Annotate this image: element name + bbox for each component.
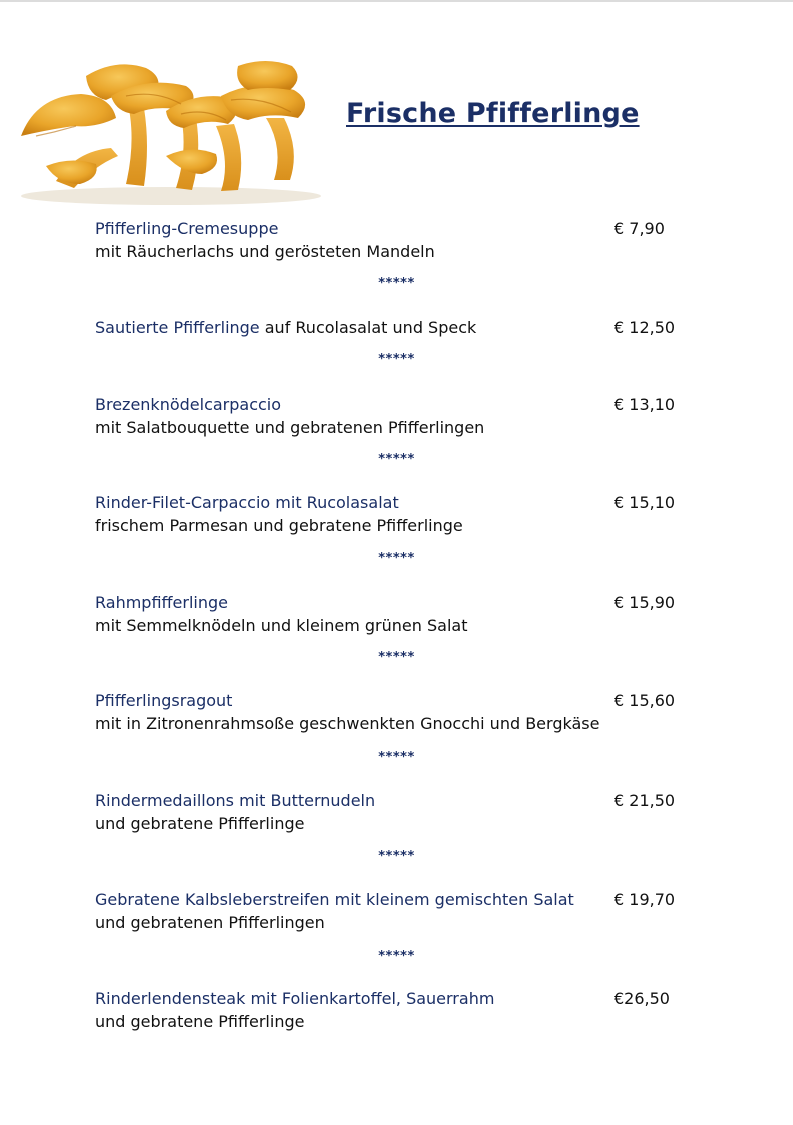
dish-description: mit Salatbouquette und gebratenen Pfifferlingen xyxy=(95,418,485,437)
dish-name-extra: auf Rucolasalat und Speck xyxy=(259,318,477,337)
dish-description: frischem Parmesan und gebratene Pfifferlinge xyxy=(95,516,463,535)
dish-name: Brezenknödelcarpaccio xyxy=(95,395,282,414)
dish-price: € 15,60 xyxy=(614,691,676,710)
dish-description: mit Semmelknödeln und kleinem grünen Salat xyxy=(95,616,468,635)
menu-item xyxy=(95,393,715,439)
dish-name: Rindermedaillons mit Butternudeln xyxy=(95,791,376,810)
dish-name: Rinder-Filet-Carpaccio mit Rucolasalat xyxy=(95,493,399,512)
dish-name: Rinderlendensteak mit Folienkartoffel, Sauerrahm xyxy=(95,989,495,1008)
dish-name: Pfifferling-Cremesuppe xyxy=(95,219,279,238)
dish-name: Sautierte Pfifferlinge xyxy=(95,318,260,337)
dish-price: € 19,70 xyxy=(614,890,676,909)
menu-item xyxy=(95,491,715,537)
menu-item xyxy=(95,316,715,339)
menu-item xyxy=(95,591,715,637)
dish-description: und gebratene Pfifferlinge xyxy=(95,814,305,833)
dish-description: mit in Zitronenrahmsoße geschwenkten Gnocchi und Bergkäse xyxy=(95,714,600,733)
dish-price: € 13,10 xyxy=(614,395,676,414)
menu-item xyxy=(95,217,715,263)
chanterelle-mushrooms-photo xyxy=(16,56,326,206)
menu-item xyxy=(95,689,715,735)
dish-price: € 15,10 xyxy=(614,493,676,512)
separator: ***** xyxy=(378,352,415,367)
separator: ***** xyxy=(378,650,415,665)
page-title: Frische Pfifferlinge xyxy=(346,98,640,129)
separator: ***** xyxy=(378,750,415,765)
separator: ***** xyxy=(378,276,415,291)
menu-item xyxy=(95,789,715,835)
dish-price: € 15,90 xyxy=(614,593,676,612)
dish-description: und gebratenen Pfifferlingen xyxy=(95,913,325,932)
dish-price: € 7,90 xyxy=(614,219,665,238)
dish-price: € 21,50 xyxy=(614,791,676,810)
menu-item xyxy=(95,987,715,1033)
dish-name: Gebratene Kalbsleberstreifen mit kleinem gemischten Salat xyxy=(95,890,574,909)
separator: ***** xyxy=(378,551,415,566)
dish-name: Pfifferlingsragout xyxy=(95,691,233,710)
separator: ***** xyxy=(378,849,415,864)
dish-price: € 12,50 xyxy=(614,318,676,337)
dish-description: mit Räucherlachs und gerösteten Mandeln xyxy=(95,242,435,261)
separator: ***** xyxy=(378,949,415,964)
top-border xyxy=(0,0,793,2)
dish-name: Rahmpfifferlinge xyxy=(95,593,229,612)
menu-item xyxy=(95,888,715,934)
separator: ***** xyxy=(378,452,415,467)
dish-description: und gebratene Pfifferlinge xyxy=(95,1012,305,1031)
dish-price: €26,50 xyxy=(614,989,670,1008)
